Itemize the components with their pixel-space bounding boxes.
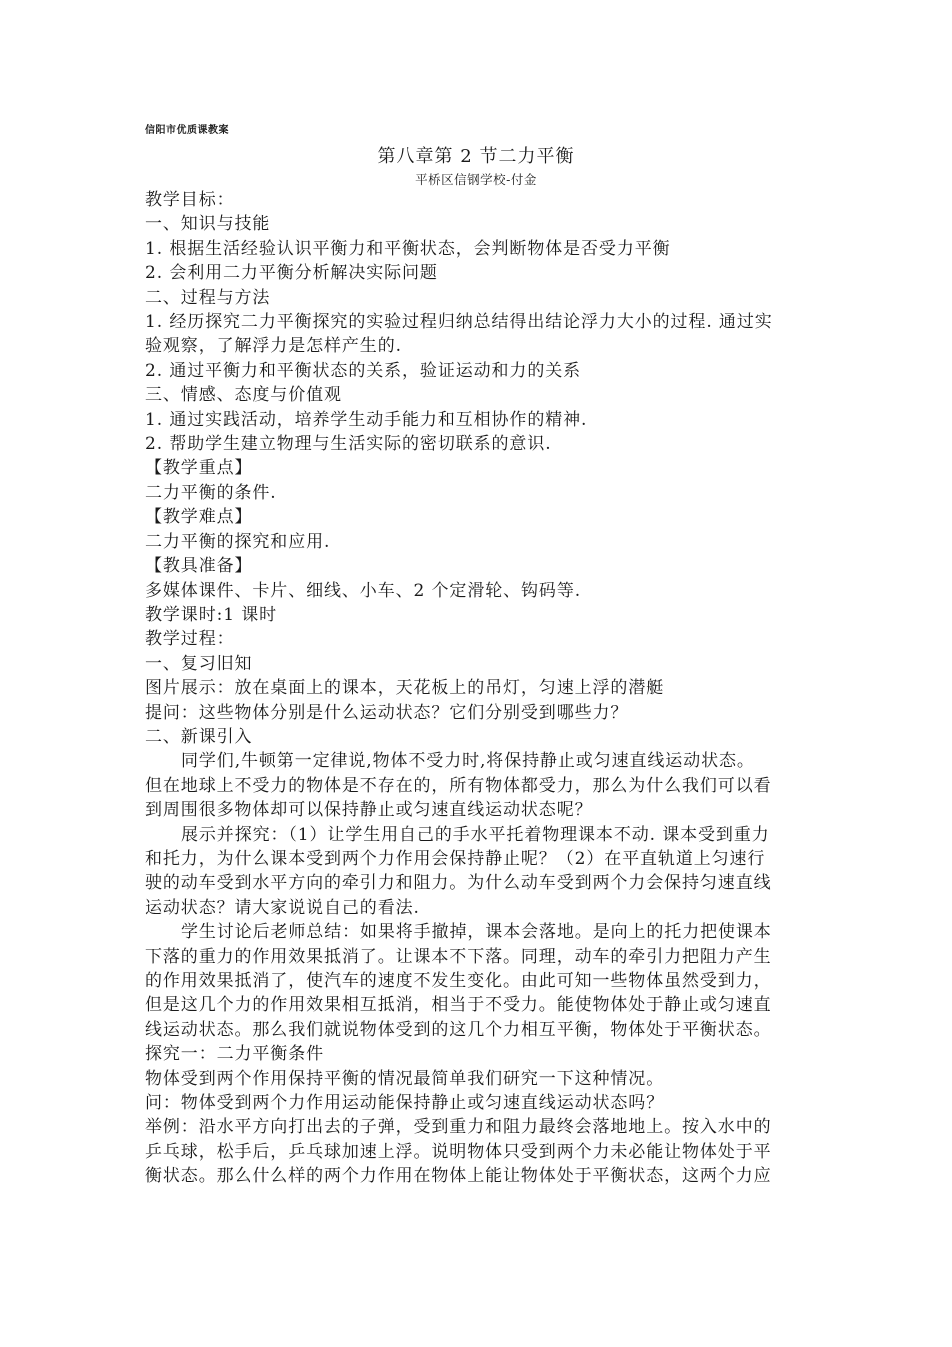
text-line: 一、复习旧知 [145, 653, 253, 674]
text-line: 【教学重点】 [145, 458, 253, 479]
text-line: 1. 经历探究二力平衡探究的实验过程归纳总结得出结论浮力大小的过程. 通过实 [145, 312, 773, 333]
text-line: 二、过程与方法 [145, 287, 271, 308]
text-line: 到周围很多物体却可以保持静止或匀速直线运动状态呢？ [145, 800, 593, 821]
text-line: 提问：这些物体分别是什么运动状态？它们分别受到哪些力？ [145, 702, 629, 723]
header-note: 信阳市优质课教案 [145, 125, 229, 136]
text-line: 2. 帮助学生建立物理与生活实际的密切联系的意识. [145, 434, 552, 455]
text-line: 【教学难点】 [145, 507, 253, 528]
text-line: 一、知识与技能 [145, 214, 271, 235]
text-line: 二力平衡的条件. [145, 482, 277, 503]
text-line: 但是这几个力的作用效果相互抵消，相当于不受力。能使物体处于静止或匀速直 [145, 995, 772, 1016]
text-line: 多媒体课件、卡片、细线、小车、2 个定滑轮、钩码等. [145, 580, 582, 601]
text-line: 二力平衡的探究和应用. [145, 531, 331, 552]
text-line: 二、新课引入 [145, 726, 253, 747]
document-body [145, 188, 815, 1189]
document-author: 平桥区信钢学校-付金 [415, 172, 537, 187]
text-line: 的作用效果抵消了，使汽车的速度不发生变化。由此可知一些物体虽然受到力， [145, 971, 772, 991]
text-line: 教学过程： [145, 629, 235, 650]
text-line: 教学课时:1 课时 [145, 604, 278, 625]
text-line: 展示并探究：（1）让学生用自己的手水平托着物理课本不动. 课本受到重力 [181, 824, 770, 845]
text-line: 问：物体受到两个力作用运动能保持静止或匀速直线运动状态吗？ [145, 1093, 665, 1114]
text-line: 驶的动车受到水平方向的牵引力和阻力。为什么动车受到两个力会保持匀速直线 [145, 873, 772, 894]
text-line: 运动状态？请大家说说自己的看法. [145, 897, 420, 918]
text-line: 衡状态。那么什么样的两个力作用在物体上能让物体处于平衡状态，这两个力应 [145, 1166, 772, 1187]
text-line: 和托力，为什么课本受到两个力作用会保持静止呢？（2）在平直轨道上匀速行 [145, 848, 766, 869]
text-line: 三、情感、态度与价值观 [145, 385, 342, 406]
text-line: 2. 会利用二力平衡分析解决实际问题 [145, 263, 438, 284]
text-line: 同学们,牛顿第一定律说,物体不受力时,将保持静止或匀速直线运动状态。 [181, 751, 755, 772]
text-line: 2. 通过平衡力和平衡状态的关系，验证运动和力的关系 [145, 360, 582, 381]
text-line: 乒乓球，松手后，乒乓球加速上浮。说明物体只受到两个力未必能让物体处于平 [145, 1141, 772, 1162]
text-line: 验观察，了解浮力是怎样产生的. [145, 336, 402, 357]
text-line: 【教具准备】 [145, 556, 253, 577]
text-line: 但在地球上不受力的物体是不存在的，所有物体都受力，那么为什么我们可以看 [145, 775, 772, 796]
text-line: 教学目标： [145, 190, 235, 210]
text-line: 下落的重力的作用效果抵消了。让课本不下落。同理，动车的牵引力把阻力产生 [145, 946, 772, 967]
text-line: 1. 通过实践活动，培养学生动手能力和互相协作的精神. [145, 409, 588, 430]
text-line: 线运动状态。那么我们就说物体受到的这几个力相互平衡，物体处于平衡状态。 [145, 1019, 772, 1040]
text-line: 探究一：二力平衡条件 [145, 1044, 324, 1065]
text-line: 图片展示：放在桌面上的课本，天花板上的吊灯，匀速上浮的潜艇 [145, 678, 665, 699]
document-title: 第八章第 2 节二力平衡 [377, 146, 575, 167]
text-line: 物体受到两个作用保持平衡的情况最简单我们研究一下这种情况。 [145, 1068, 665, 1089]
text-line: 举例：沿水平方向打出去的子弹，受到重力和阻力最终会落地地上。按入水中的 [145, 1117, 772, 1138]
text-line: 学生讨论后老师总结：如果将手撤掉，课本会落地。是向上的托力把使课本 [181, 922, 772, 943]
text-line: 1. 根据生活经验认识平衡力和平衡状态，会判断物体是否受力平衡 [145, 238, 671, 259]
